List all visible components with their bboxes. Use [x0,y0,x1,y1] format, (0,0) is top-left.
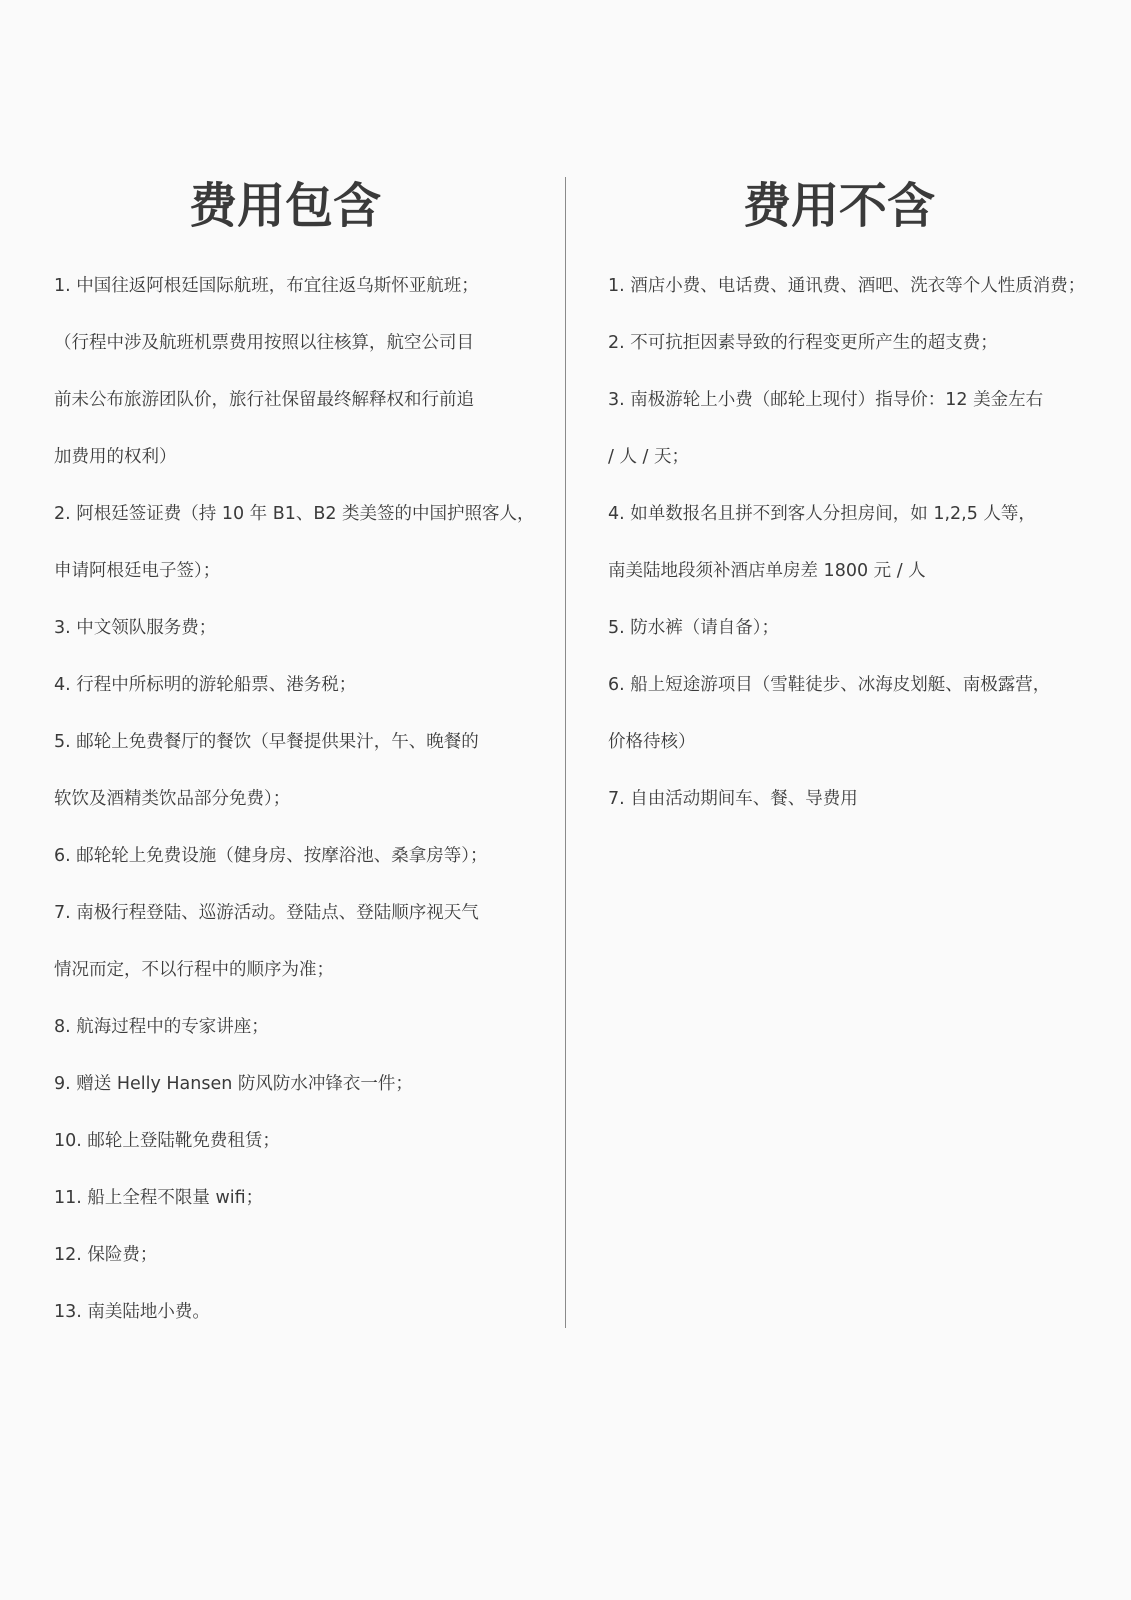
excluded-line: 3. 南极游轮上小费（邮轮上现付）指导价：12 美金左右 [608,390,1044,410]
column-divider [565,177,566,1328]
included-line: 10. 邮轮上登陆靴免费租赁； [54,1131,280,1151]
included-list [54,258,534,1341]
included-line: 4. 行程中所标明的游轮船票、港务税； [54,675,357,695]
included-line: 5. 邮轮上免费餐厅的餐饮（早餐提供果汁，午、晚餐的 [54,732,479,752]
excluded-line: 2. 不可抗拒因素导致的行程变更所产生的超支费； [608,333,998,353]
excluded-line: 1. 酒店小费、电话费、通讯费、酒吧、洗衣等个人性质消费； [608,276,1086,296]
included-line: 8. 航海过程中的专家讲座； [54,1017,269,1037]
included-line: 申请阿根廷电子签）； [54,561,221,581]
included-line: 11. 船上全程不限量 wifi； [54,1188,264,1208]
included-line: 3. 中文领队服务费； [54,618,217,638]
included-title: 费用包含 [188,178,381,234]
included-line: 7. 南极行程登陆、巡游活动。登陆点、登陆顺序视天气 [54,903,479,923]
included-line: 1. 中国往返阿根廷国际航班，布宜往返乌斯怀亚航班； [54,276,479,296]
included-line: 软饮及酒精类饮品部分免费）； [54,789,291,809]
excluded-column [608,168,1088,828]
excluded-line: 7. 自由活动期间车、餐、导费用 [608,789,858,809]
included-line: 情况而定，不以行程中的顺序为准； [54,960,334,980]
included-line: 2. 阿根廷签证费（持 10 年 B1、B2 类美签的中国护照客人， [54,504,535,524]
included-line: 13. 南美陆地小费。 [54,1302,210,1322]
excluded-list [608,258,1088,828]
excluded-line: / 人 / 天； [608,447,689,467]
included-line: 6. 邮轮轮上免费设施（健身房、按摩浴池、桑拿房等）； [54,846,488,866]
excluded-line: 南美陆地段须补酒店单房差 1800 元 / 人 [608,561,926,581]
included-line: 前未公布旅游团队价，旅行社保留最终解释权和行前追 [54,390,474,410]
included-line: 12. 保险费； [54,1245,158,1265]
included-line: （行程中涉及航班机票费用按照以往核算，航空公司目 [54,333,474,353]
included-line: 9. 赠送 Helly Hansen 防风防水冲锋衣一件； [54,1074,413,1094]
excluded-line: 4. 如单数报名且拼不到客人分担房间，如 1,2,5 人等， [608,504,1036,524]
included-column [54,168,534,1341]
included-line: 加费用的权利） [54,447,177,467]
excluded-line: 5. 防水裤（请自备）； [608,618,780,638]
excluded-line: 6. 船上短途游项目（雪鞋徒步、冰海皮划艇、南极露营， [608,675,1051,695]
excluded-line: 价格待核） [608,732,696,752]
excluded-title: 费用不含 [742,178,935,234]
